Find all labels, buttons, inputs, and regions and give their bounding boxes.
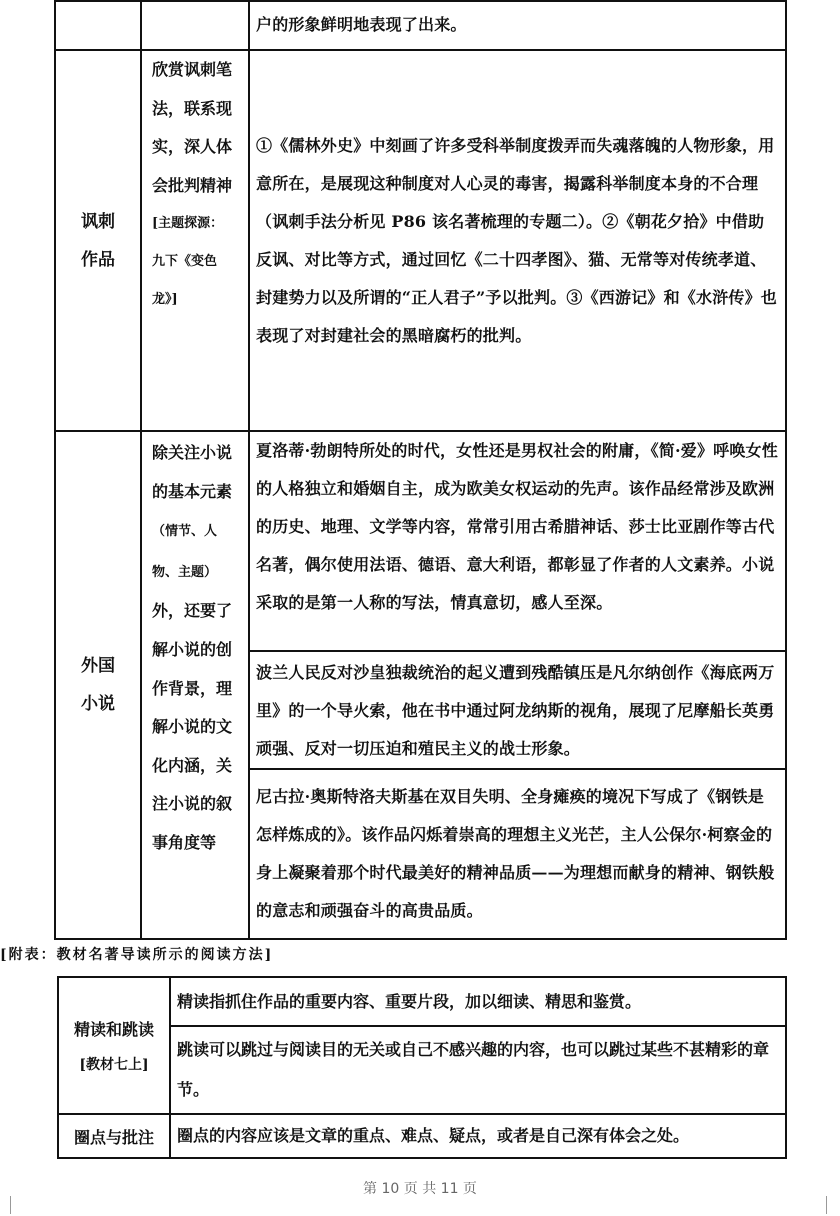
method-note: （情节、人物、主题） — [152, 524, 218, 580]
method-text: 除关注小说的基本元素 — [152, 443, 233, 501]
content-cell: 夏洛蒂·勃朗特所处的时代，女性还是男权社会的附庸，《简·爱》呼唤女性的人格独立和婚姻自主，成为欧美女权运动的先声。该作品经常涉及欧洲的历史、地理、文学等内容，常常引用古希腊神话、莎士比亚剧作等古代名著，偶尔使用法语、德语、意大利语，都彰显了作者的人文素养。小说采取的是第一人称的写法，情真意切，感人至深。 — [249, 431, 786, 651]
method-cell — [141, 50, 249, 431]
table-row-foreign — [55, 431, 786, 651]
reading-table — [54, 0, 787, 940]
content-cell: 户的形象鲜明地表现了出来。 — [249, 1, 786, 50]
description: 的内容应该是文章的重点、难点、疑点，或者是自己深有体会之处。 — [209, 1126, 690, 1145]
category-cell — [55, 431, 141, 939]
method-label-cell — [58, 977, 170, 1114]
category-label: 外国小说 — [81, 656, 115, 714]
term: 圈点 — [177, 1126, 210, 1145]
method-text: 外，还要了解小说的创作背景，理解小说的文化内涵，关注小说的叙事角度等 — [152, 601, 233, 852]
content-cell: ①《儒林外史》中刻画了许多受科举制度拨弄而失魂落魄的人物形象，用意所在，是展现这种制度对人心灵的毒害，揭露科举制度本身的不合理（讽刺手法分析见 P86 该名著梳理的专题二）。②《朝花夕拾》中借助反讽、对比等方式，通过回忆《二十四孝图》、猫、无常等对传统孝道、封建势力以及所谓的“正人君子”予以批判。③《西游记》和《水浒传》也表现了对封建社会的黑暗腐朽的批判。 — [249, 50, 786, 431]
method-cell-empty — [141, 1, 249, 50]
method-cell — [141, 431, 249, 939]
crop-mark — [826, 1196, 835, 1214]
category-label: 讽刺作品 — [81, 211, 115, 270]
description: 可以跳过与阅读目的无关或自己不感兴趣的内容，也可以跳过某些不甚精彩的章节。 — [177, 1040, 770, 1099]
term: 跳读 — [177, 1040, 210, 1059]
category-cell-empty — [55, 1, 141, 50]
category-cell — [55, 50, 141, 431]
method-label: 精读和跳读 — [73, 1020, 154, 1039]
description-cell — [170, 1026, 786, 1114]
table-row — [55, 1, 786, 50]
description-cell — [170, 1114, 786, 1158]
term: 精读 — [177, 991, 210, 1011]
content-cell: 波兰人民反对沙皇独裁统治的起义遭到残酷镇压是凡尔纳创作《海底两万里》的一个导火索，他在书中通过阿龙纳斯的视角，展现了尼摩船长英勇顽强、反对一切压迫和殖民主义的战士形象。 — [249, 651, 786, 769]
method-label: 圈点与批注 — [73, 1127, 154, 1147]
method-label-cell — [58, 1114, 170, 1158]
table-row-satire — [55, 50, 786, 431]
method-note: [主题探源：九下《变色龙》] — [152, 216, 224, 308]
description-cell — [170, 977, 786, 1026]
content-cell: 尼古拉·奥斯特洛夫斯基在双目失明、全身瘫痪的境况下写成了《钢铁是怎样炼成的》。该作品闪烁着崇高的理想主义光芒，主人公保尔·柯察金的身上凝聚着那个时代最美好的精神品质——为理想而献身的精神、钢铁般的意志和顽强奋斗的高贵品质。 — [249, 769, 786, 939]
appendix-caption: [附表：教材名著导读所示的阅读方法] — [0, 947, 274, 963]
method-label-note: [教材七上] — [79, 1057, 149, 1073]
method-text: 欣赏讽刺笔法，联系现实，深人体会批判精神 — [152, 60, 233, 195]
page-footer: 第 10 页 共 11 页 — [363, 1181, 477, 1197]
table-row — [58, 977, 786, 1026]
table-row — [58, 1114, 786, 1158]
description: 指抓住作品的重要内容、重要片段，加以细读、精思和鉴赏。 — [209, 991, 642, 1011]
appendix-table — [57, 976, 787, 1159]
crop-mark — [10, 1196, 19, 1214]
